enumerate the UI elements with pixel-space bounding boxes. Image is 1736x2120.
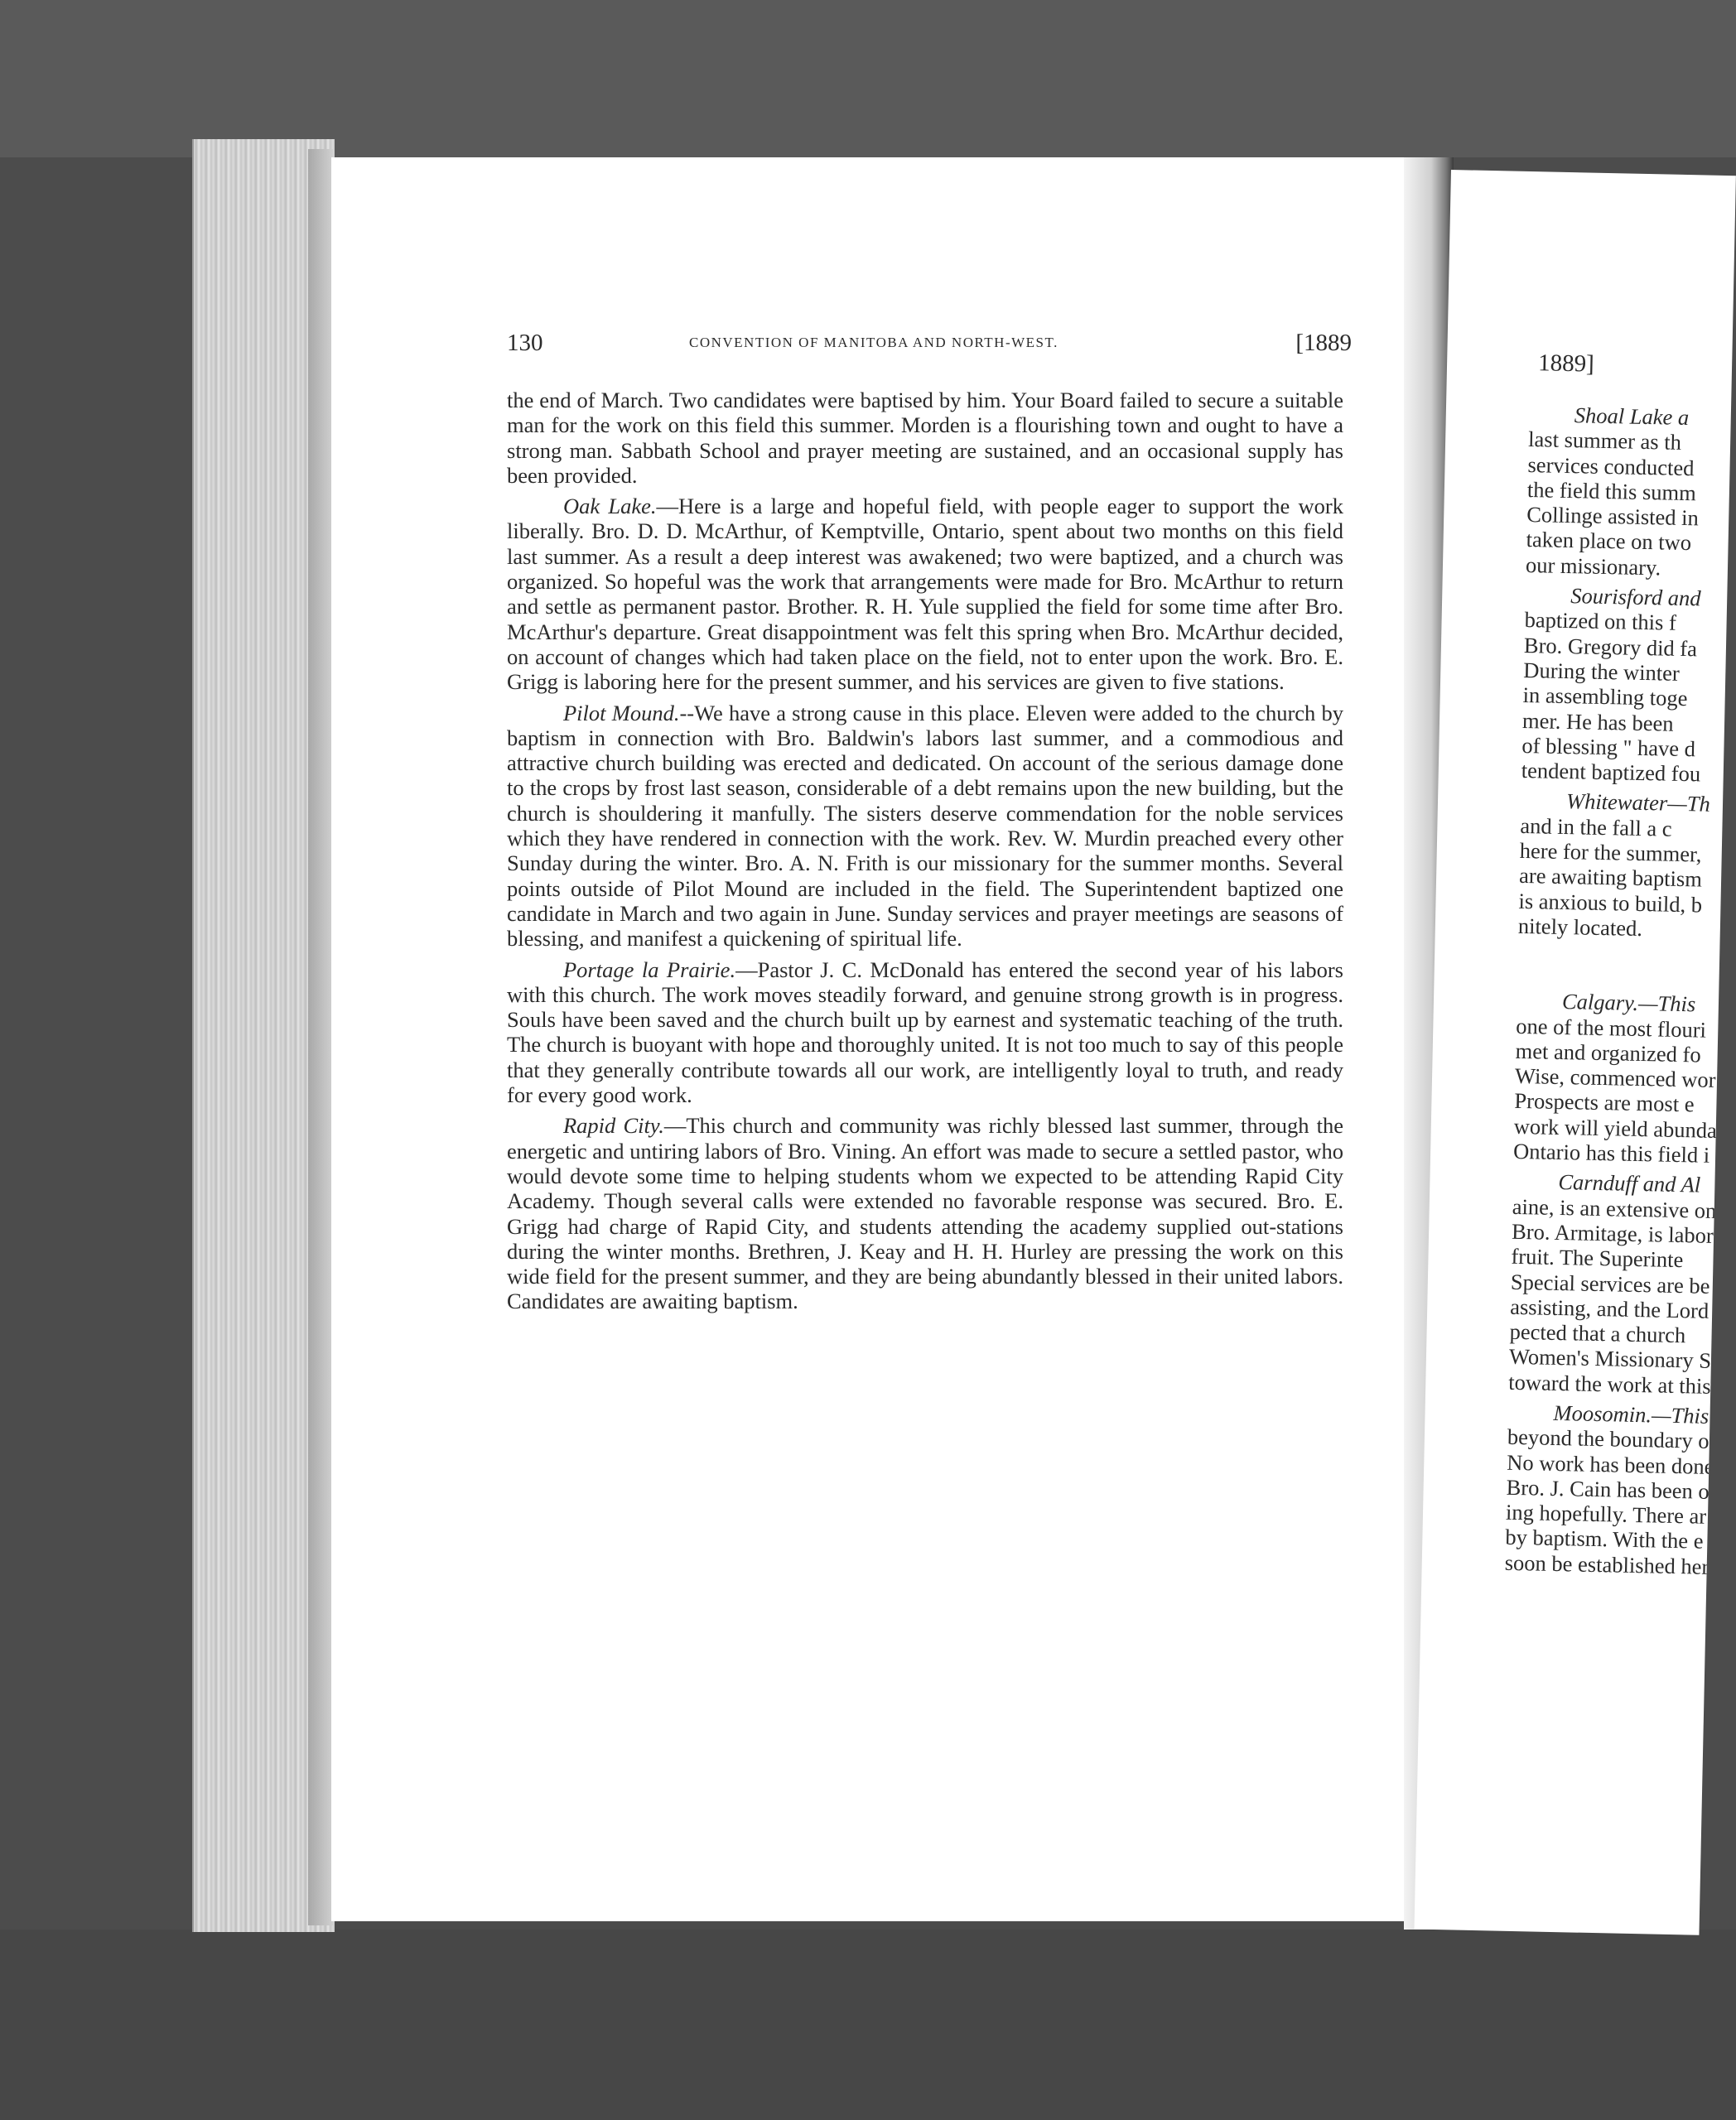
paragraph-text: —Pastor J. C. McDonald has entered the second year of his labors with this church. The work moves steadily forward, and genuine strong growth is in progress. Souls have been saved and the church built up by earnest and systematic teaching of the truth. The church is buoyant with hope and thoroughly united. It is not too much to say of this people that they generally contribute towards all our work, are intelligently loyal to truth, and ready for every good work.: [507, 956, 1343, 1108]
right-text-line: services conducted: [1527, 451, 1695, 480]
right-text-line: ing hopefully. There ar: [1505, 1499, 1707, 1529]
paragraph-text: the end of March. Two candidates were baptised by him. Your Board failed to secure a suitable man for the work on this field this summer. Morden is a flourishing town and ought to have a strong man. Sabbath School and prayer meeting are sustained, and an occasional supply has been provided.: [507, 388, 1343, 488]
right-text-line: soon be established here: [1504, 1549, 1719, 1579]
right-page-text: [1504, 402, 1735, 1580]
right-section-lead-line: Sourisford and: [1570, 583, 1701, 611]
right-section-lead-line: Shoal Lake a: [1574, 402, 1690, 431]
right-text-line: by baptism. With the e: [1505, 1525, 1704, 1554]
paragraph-morden: [507, 388, 1343, 488]
right-page-year: 1889]: [1537, 349, 1595, 378]
right-section-lead-line: Calgary.—This: [1561, 989, 1696, 1017]
page-edges-shadow: [308, 149, 333, 1925]
right-text-line: assisting, and the Lord: [1509, 1294, 1709, 1323]
right-text-line: here for the summer,: [1519, 837, 1702, 867]
paragraph-rapid-city: [507, 1113, 1343, 1313]
right-text-line: Bro. Armitage, is labor: [1511, 1218, 1714, 1248]
page-number: 130: [507, 330, 543, 356]
right-text-line: Prospects are most e: [1514, 1088, 1695, 1117]
right-section-lead-line: Carnduff and Al: [1558, 1169, 1701, 1197]
right-text-line: No work has been done: [1507, 1449, 1714, 1479]
right-text-line: our missionary.: [1525, 552, 1661, 581]
right-text-line: mer. He has been: [1521, 707, 1674, 736]
right-text-line: last summer as th: [1527, 426, 1682, 455]
paragraph-text: —This church and community was richly blessed last summer, through the energetic and untiring labors of Bro. Vining. An effort was made to secure a settled pastor, who would devote some time to helping students whom we expected to be attending Rapid City Academy. Though several calls were extended no favorable response was secured. Bro. E. Grigg had charge of Rapid City, and students attending the academy supplied out-stations during the winter months. Brethren, J. Keay and H. H. Hurley are pressing the work on this wide field for the present summer, and they are being abundantly blessed in their united labors. Candidates are awaiting baptism.: [507, 1113, 1344, 1314]
scanner-background-bottom: [0, 1930, 1736, 2120]
right-text-line: and in the fall a c: [1520, 812, 1672, 841]
right-text-line: Collinge assisted in: [1526, 502, 1700, 531]
right-text-line: are awaiting baptism: [1518, 863, 1703, 892]
running-title: CONVENTION OF MANITOBA AND NORTH-WEST.: [689, 335, 1058, 350]
running-head: [507, 330, 1352, 363]
paragraph-pilot-mound: [507, 701, 1343, 952]
right-text-line: Special services are be: [1510, 1269, 1710, 1298]
right-text-line: taken place on two: [1526, 527, 1692, 556]
paragraph-lead: Portage la Prairie.: [563, 956, 736, 982]
right-text-line: of blessing " have d: [1521, 732, 1696, 762]
right-text-line: beyond the boundary of: [1507, 1424, 1717, 1454]
right-text-line: Bro. Gregory did fa: [1523, 632, 1698, 662]
paragraph-oak-lake: [507, 494, 1343, 694]
scanner-background-top: [0, 0, 1736, 157]
right-text-line: the field this summ: [1526, 476, 1697, 506]
right-text-line: baptized on this f: [1524, 607, 1677, 636]
right-text-line: is anxious to build, b: [1518, 888, 1703, 918]
right-text-line: met and organized fo: [1515, 1038, 1701, 1067]
right-text-line: tendent baptized fou: [1521, 758, 1701, 787]
running-year: [1889: [1295, 330, 1352, 356]
paragraph-lead: Oak Lake.: [563, 494, 657, 519]
right-text-line: in assembling toge: [1522, 682, 1688, 711]
right-text-line: During the winter: [1523, 657, 1681, 686]
paragraph-portage-la-prairie: [507, 957, 1343, 1108]
paragraph-text: --We have a strong cause in this place. Eleven were added to the church by baptism in connection with Bro. Baldwin's labors last summer, and a commodious and attractive church building was erected and dedicated. On account of the serious damage done to the crops by frost last season, considerable of a debt remains upon the new building, but the church is shouldering it manfully. The sisters deserve commendation for the noble services which they have rendered in connection with the work. Rev. W. Murdin preached every other Sunday during the winter. Bro. A. N. Frith is our missionary for the summer months. Several points outside of Pilot Mound are included in the field. The Superintendent baptized one candidate in March and two again in June. Sunday services and prayer meetings are seasons of blessing, and manifest a quickening of spiritual life.: [507, 700, 1344, 952]
right-text-line: fruit. The Superinte: [1511, 1244, 1684, 1273]
section-gap: [1517, 938, 1736, 993]
paragraph-lead: Rapid City.: [563, 1113, 664, 1139]
right-text-line: nitely located.: [1517, 913, 1643, 941]
right-text-line: work will yield abunda: [1513, 1113, 1718, 1143]
right-text-line: Ontario has this field i: [1512, 1138, 1710, 1168]
right-section-lead-line: Whitewater—Th: [1565, 788, 1711, 817]
right-page: [1414, 170, 1735, 1935]
right-text-line: Women's Missionary S: [1508, 1344, 1712, 1374]
right-text-line: pected that a church: [1509, 1318, 1686, 1348]
right-text-line: aine, is an extensive on: [1512, 1193, 1717, 1223]
paragraph-lead: Pilot Mound.: [563, 700, 680, 725]
right-text-line: Wise, commenced wor: [1514, 1062, 1716, 1093]
right-text-line: Bro. J. Cain has been on: [1506, 1474, 1721, 1505]
right-text-line: toward the work at this: [1508, 1369, 1711, 1399]
right-text-line: one of the most flouri: [1516, 1013, 1707, 1043]
paragraph-text: —Here is a large and hopeful field, with people eager to support the work liberally. Bro. D. D. McArthur, of Kemptville, Ontario, spent about two months on this field last summer. As a result a deep interest was awakened; two were baptized, and a church was organized. So hopeful was the work that arrangements were made for Bro. McArthur to return and settle as permanent pastor. Brother. R. H. Yule supplied the field for some time after Bro. McArthur's departure. Great disappointment was felt this spring when Bro. McArthur decided, on account of changes which had taken place on the field, not to enter upon the work. Bro. E. Grigg is laboring here for the present summer, and his services are given to five stations.: [507, 494, 1343, 695]
right-section-lead-line: Moosomin.—This i: [1553, 1400, 1721, 1429]
body-text: [507, 388, 1343, 1314]
